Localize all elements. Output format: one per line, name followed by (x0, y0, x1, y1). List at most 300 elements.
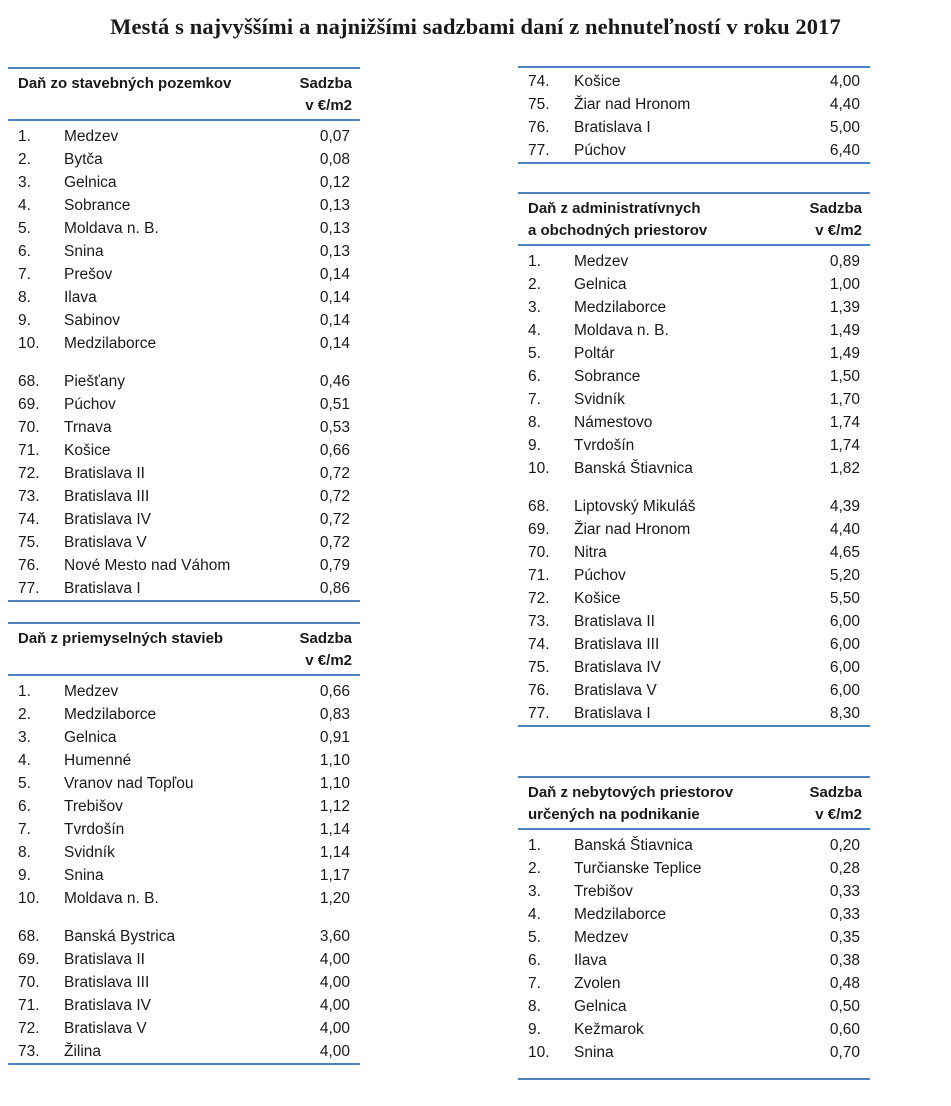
table-row (518, 250, 870, 273)
rank-cell: 6. (18, 243, 31, 260)
value-cell: 0,20 (829, 837, 860, 854)
rank-cell: 3. (528, 883, 541, 900)
table-row (518, 434, 870, 457)
city-cell: Trnava (64, 419, 112, 436)
rank-cell: 8. (18, 289, 31, 306)
city-cell: Snina (64, 867, 104, 884)
city-cell: Trebišov (64, 798, 123, 815)
city-cell: Piešťany (64, 373, 125, 390)
city-cell: Medzev (574, 253, 629, 270)
rank-cell: 74. (18, 511, 40, 528)
value-cell: 1,82 (829, 460, 860, 477)
table-header (518, 776, 870, 830)
rank-cell: 69. (18, 951, 40, 968)
table-row (518, 495, 870, 518)
row-group (518, 834, 870, 1064)
city-cell: Bratislava I (574, 119, 651, 136)
value-cell: 4,00 (829, 73, 860, 90)
value-cell: 1,49 (829, 322, 860, 339)
city-cell: Banská Štiavnica (574, 837, 693, 854)
header-unit: Sadzba v €/m2 (809, 784, 862, 823)
table-row (518, 903, 870, 926)
table-row (518, 949, 870, 972)
rank-cell: 75. (18, 534, 40, 551)
city-cell: Bratislava V (64, 1020, 147, 1037)
value-cell: 0,13 (319, 243, 350, 260)
rank-cell: 73. (18, 1043, 40, 1060)
city-cell: Svidník (574, 391, 625, 408)
table-row (8, 887, 360, 910)
city-cell: Bratislava V (574, 682, 657, 699)
value-cell: 0,60 (829, 1021, 860, 1038)
rank-cell: 77. (18, 580, 40, 597)
rank-cell: 10. (528, 1044, 550, 1061)
page-title: Mestá s najvyššími a najnižšími sadzbami daní z nehnuteľností v roku 2017 (110, 14, 841, 39)
rank-cell: 8. (528, 998, 541, 1015)
city-cell: Prešov (64, 266, 113, 283)
city-cell: Púchov (574, 567, 626, 584)
table-body (8, 121, 360, 600)
table-row (8, 194, 360, 217)
value-cell: 4,00 (319, 974, 350, 991)
table-row (8, 485, 360, 508)
table-row (518, 457, 870, 480)
rank-cell: 77. (528, 142, 550, 159)
rank-cell: 5. (18, 775, 31, 792)
city-cell: Nitra (574, 544, 607, 561)
table-row (8, 680, 360, 703)
value-cell: 0,13 (319, 220, 350, 237)
table-row (8, 393, 360, 416)
rank-cell: 7. (18, 821, 31, 838)
rank-cell: 68. (528, 498, 550, 515)
value-cell: 0,33 (829, 883, 860, 900)
rank-cell: 7. (18, 266, 31, 283)
rank-cell: 70. (18, 419, 40, 436)
table-row (518, 388, 870, 411)
table-industrial-tax (8, 622, 360, 1065)
value-cell: 4,00 (319, 997, 350, 1014)
table-row (8, 171, 360, 194)
value-cell: 0,12 (319, 174, 350, 191)
rank-cell: 3. (18, 174, 31, 191)
table-header (518, 192, 870, 246)
city-cell: Bratislava III (574, 636, 660, 653)
city-cell: Bratislava V (64, 534, 147, 551)
value-cell: 1,14 (319, 821, 350, 838)
value-cell: 0,91 (319, 729, 350, 746)
city-cell: Moldava n. B. (64, 890, 159, 907)
rank-cell: 76. (528, 682, 550, 699)
city-cell: Ilava (64, 289, 97, 306)
table-row (8, 439, 360, 462)
rank-cell: 6. (528, 952, 541, 969)
table-header (8, 622, 360, 676)
rank-cell: 1. (18, 128, 31, 145)
header-label: Daň z nebytových priestorov určených na podnikanie (528, 784, 734, 823)
table-row (8, 795, 360, 818)
city-cell: Turčianske Teplice (574, 860, 702, 877)
value-cell: 1,10 (319, 752, 350, 769)
city-cell: Púchov (574, 142, 626, 159)
city-cell: Púchov (64, 396, 116, 413)
rank-cell: 70. (18, 974, 40, 991)
rank-cell: 72. (18, 465, 40, 482)
city-cell: Medzilaborce (64, 706, 157, 723)
table-row (8, 1017, 360, 1040)
rank-cell: 7. (528, 391, 541, 408)
table-row (518, 972, 870, 995)
value-cell: 0,46 (319, 373, 350, 390)
value-cell: 1,49 (829, 345, 860, 362)
value-cell: 1,74 (829, 437, 860, 454)
table-row (518, 1041, 870, 1064)
rank-cell: 2. (18, 706, 31, 723)
city-cell: Žiar nad Hronom (574, 96, 691, 113)
value-cell: 4,00 (319, 1043, 350, 1060)
table-row (8, 416, 360, 439)
table-row (8, 286, 360, 309)
city-cell: Trebišov (574, 883, 633, 900)
value-cell: 1,70 (829, 391, 860, 408)
table-row (518, 633, 870, 656)
value-cell: 1,17 (319, 867, 350, 884)
value-cell: 1,39 (829, 299, 860, 316)
rank-cell: 1. (528, 253, 541, 270)
rank-cell: 10. (528, 460, 550, 477)
table-row (8, 726, 360, 749)
table-row (518, 926, 870, 949)
value-cell: 0,51 (319, 396, 350, 413)
table-row (518, 541, 870, 564)
value-cell: 0,14 (319, 312, 350, 329)
rank-cell: 72. (528, 590, 550, 607)
rank-cell: 10. (18, 335, 40, 352)
value-cell: 0,35 (829, 929, 860, 946)
row-group (518, 495, 870, 725)
table-row (8, 332, 360, 355)
value-cell: 0,13 (319, 197, 350, 214)
table-body (518, 68, 870, 162)
city-cell: Ilava (574, 952, 607, 969)
city-cell: Poltár (574, 345, 615, 362)
table-body (518, 246, 870, 725)
rank-cell: 4. (528, 906, 541, 923)
value-cell: 4,39 (829, 498, 860, 515)
table-row (8, 818, 360, 841)
row-group (518, 70, 870, 162)
value-cell: 4,00 (319, 951, 350, 968)
rank-cell: 6. (528, 368, 541, 385)
city-cell: Námestovo (574, 414, 653, 431)
city-cell: Snina (574, 1044, 614, 1061)
value-cell: 6,00 (829, 682, 860, 699)
city-cell: Košice (574, 590, 621, 607)
value-cell: 6,00 (829, 613, 860, 630)
city-cell: Medzev (574, 929, 629, 946)
table-row (518, 342, 870, 365)
value-cell: 1,50 (829, 368, 860, 385)
value-cell: 4,40 (829, 96, 860, 113)
rank-cell: 71. (528, 567, 550, 584)
table-row (8, 577, 360, 600)
rank-cell: 72. (18, 1020, 40, 1037)
city-cell: Bytča (64, 151, 103, 168)
city-cell: Kežmarok (574, 1021, 644, 1038)
value-cell: 0,48 (829, 975, 860, 992)
city-cell: Bratislava III (64, 974, 150, 991)
rank-cell: 8. (18, 844, 31, 861)
table-row (518, 1018, 870, 1041)
value-cell: 5,50 (829, 590, 860, 607)
rank-cell: 9. (528, 1021, 541, 1038)
value-cell: 0,08 (319, 151, 350, 168)
rank-cell: 75. (528, 659, 550, 676)
city-cell: Bratislava I (64, 580, 141, 597)
city-cell: Medzev (64, 128, 119, 145)
table-row (518, 296, 870, 319)
city-cell: Gelnica (574, 998, 627, 1015)
table-row (518, 70, 870, 93)
value-cell: 4,40 (829, 521, 860, 538)
value-cell: 0,72 (319, 511, 350, 528)
table-row (518, 587, 870, 610)
city-cell: Gelnica (64, 174, 117, 191)
rank-cell: 4. (528, 322, 541, 339)
rank-cell: 2. (528, 276, 541, 293)
table-row (8, 772, 360, 795)
rank-cell: 73. (528, 613, 550, 630)
city-cell: Bratislava IV (64, 997, 152, 1014)
city-cell: Svidník (64, 844, 115, 861)
value-cell: 0,14 (319, 335, 350, 352)
city-cell: Bratislava IV (574, 659, 662, 676)
table-row (518, 273, 870, 296)
rank-cell: 5. (528, 345, 541, 362)
table-body (518, 830, 870, 1064)
city-cell: Sabinov (64, 312, 121, 329)
rank-cell: 75. (528, 96, 550, 113)
city-cell: Moldava n. B. (64, 220, 159, 237)
table-row (518, 880, 870, 903)
header-unit: Sadzba v €/m2 (809, 200, 862, 239)
value-cell: 1,20 (319, 890, 350, 907)
value-cell: 0,72 (319, 465, 350, 482)
rank-cell: 74. (528, 73, 550, 90)
table-row (518, 518, 870, 541)
city-cell: Nové Mesto nad Váhom (64, 557, 231, 574)
rank-cell: 68. (18, 373, 40, 390)
table-row (518, 93, 870, 116)
value-cell: 6,00 (829, 659, 860, 676)
header-label: Daň z administratívnych a obchodných priestorov (528, 200, 708, 239)
table-administrative-tax (518, 192, 870, 727)
table-row (518, 679, 870, 702)
rank-cell: 1. (18, 683, 31, 700)
row-group (8, 125, 360, 355)
table-row (518, 834, 870, 857)
city-cell: Žiar nad Hronom (574, 521, 691, 538)
city-cell: Sobrance (64, 197, 131, 214)
rank-cell: 68. (18, 928, 40, 945)
city-cell: Medzilaborce (574, 299, 667, 316)
rank-cell: 70. (528, 544, 550, 561)
value-cell: 0,79 (319, 557, 350, 574)
header-unit: Sadzba v €/m2 (299, 630, 352, 669)
rank-cell: 7. (528, 975, 541, 992)
row-group (8, 680, 360, 910)
table-land-tax (8, 67, 360, 602)
value-cell: 5,00 (829, 119, 860, 136)
value-cell: 0,83 (319, 706, 350, 723)
city-cell: Bratislava IV (64, 511, 152, 528)
value-cell: 1,74 (829, 414, 860, 431)
rank-cell: 77. (528, 705, 550, 722)
row-group (8, 370, 360, 600)
table-body (8, 676, 360, 1063)
city-cell: Gelnica (574, 276, 627, 293)
rank-cell: 1. (528, 837, 541, 854)
header-unit: Sadzba v €/m2 (299, 75, 352, 114)
rank-cell: 69. (528, 521, 550, 538)
city-cell: Bratislava III (64, 488, 150, 505)
value-cell: 0,66 (319, 683, 350, 700)
city-cell: Vranov nad Topľou (64, 775, 194, 792)
city-cell: Banská Štiavnica (574, 460, 693, 477)
table-row (518, 365, 870, 388)
table-row (8, 309, 360, 332)
value-cell: 5,20 (829, 567, 860, 584)
table-row (8, 994, 360, 1017)
value-cell: 1,00 (829, 276, 860, 293)
value-cell: 8,30 (829, 705, 860, 722)
city-cell: Gelnica (64, 729, 117, 746)
value-cell: 0,33 (829, 906, 860, 923)
value-cell: 0,28 (829, 860, 860, 877)
table-row (8, 240, 360, 263)
value-cell: 0,86 (319, 580, 350, 597)
value-cell: 0,89 (829, 253, 860, 270)
city-cell: Bratislava II (64, 465, 145, 482)
table-row (518, 702, 870, 725)
value-cell: 6,00 (829, 636, 860, 653)
table-row (518, 116, 870, 139)
rank-cell: 71. (18, 997, 40, 1014)
rank-cell: 2. (528, 860, 541, 877)
table-row (8, 217, 360, 240)
city-cell: Medzilaborce (574, 906, 667, 923)
value-cell: 6,40 (829, 142, 860, 159)
city-cell: Liptovský Mikuláš (574, 498, 696, 515)
table-bottom-rule (518, 725, 870, 727)
rank-cell: 8. (528, 414, 541, 431)
rank-cell: 2. (18, 151, 31, 168)
rank-cell: 9. (528, 437, 541, 454)
table-row (518, 411, 870, 434)
city-cell: Košice (574, 73, 621, 90)
table-row (8, 508, 360, 531)
table-bottom-rule (8, 1063, 360, 1065)
rank-cell: 5. (18, 220, 31, 237)
table-nonresidential-tax (518, 776, 870, 1080)
value-cell: 0,07 (319, 128, 350, 145)
rank-cell: 69. (18, 396, 40, 413)
city-cell: Bratislava II (574, 613, 655, 630)
city-cell: Bratislava II (64, 951, 145, 968)
table-row (8, 531, 360, 554)
table-row (8, 462, 360, 485)
table-industrial-tax-continued (518, 66, 870, 164)
value-cell: 1,10 (319, 775, 350, 792)
table-row (518, 610, 870, 633)
table-row (8, 749, 360, 772)
city-cell: Medzev (64, 683, 119, 700)
value-cell: 0,53 (319, 419, 350, 436)
value-cell: 4,00 (319, 1020, 350, 1037)
rank-cell: 3. (18, 729, 31, 746)
rank-cell: 71. (18, 442, 40, 459)
city-cell: Žilina (64, 1043, 102, 1060)
table-row (8, 841, 360, 864)
value-cell: 0,66 (319, 442, 350, 459)
table-row (8, 125, 360, 148)
value-cell: 0,38 (829, 952, 860, 969)
rank-cell: 9. (18, 867, 31, 884)
table-row (8, 263, 360, 286)
city-cell: Košice (64, 442, 111, 459)
rank-cell: 10. (18, 890, 40, 907)
value-cell: 1,14 (319, 844, 350, 861)
rank-cell: 76. (528, 119, 550, 136)
value-cell: 3,60 (319, 928, 350, 945)
rank-cell: 5. (528, 929, 541, 946)
rank-cell: 76. (18, 557, 40, 574)
table-header (8, 67, 360, 121)
rank-cell: 74. (528, 636, 550, 653)
city-cell: Banská Bystrica (64, 928, 176, 945)
city-cell: Moldava n. B. (574, 322, 669, 339)
value-cell: 4,65 (829, 544, 860, 561)
table-row (8, 864, 360, 887)
row-group (8, 925, 360, 1063)
table-row (8, 554, 360, 577)
table-bottom-rule (8, 600, 360, 602)
rank-cell: 9. (18, 312, 31, 329)
value-cell: 0,70 (829, 1044, 860, 1061)
city-cell: Tvrdošín (574, 437, 635, 454)
city-cell: Sobrance (574, 368, 641, 385)
rank-cell: 6. (18, 798, 31, 815)
city-cell: Medzilaborce (64, 335, 157, 352)
row-group (518, 250, 870, 480)
table-row (8, 148, 360, 171)
value-cell: 1,12 (319, 798, 350, 815)
table-row (8, 703, 360, 726)
table-row (518, 995, 870, 1018)
value-cell: 0,50 (829, 998, 860, 1015)
table-row (8, 971, 360, 994)
table-bottom-rule (518, 162, 870, 164)
rank-cell: 73. (18, 488, 40, 505)
city-cell: Snina (64, 243, 104, 260)
table-row (518, 656, 870, 679)
table-row (8, 370, 360, 393)
table-bottom-rule (518, 1078, 870, 1080)
table-row (518, 857, 870, 880)
rank-cell: 3. (528, 299, 541, 316)
table-row (518, 319, 870, 342)
table-row (8, 1040, 360, 1063)
